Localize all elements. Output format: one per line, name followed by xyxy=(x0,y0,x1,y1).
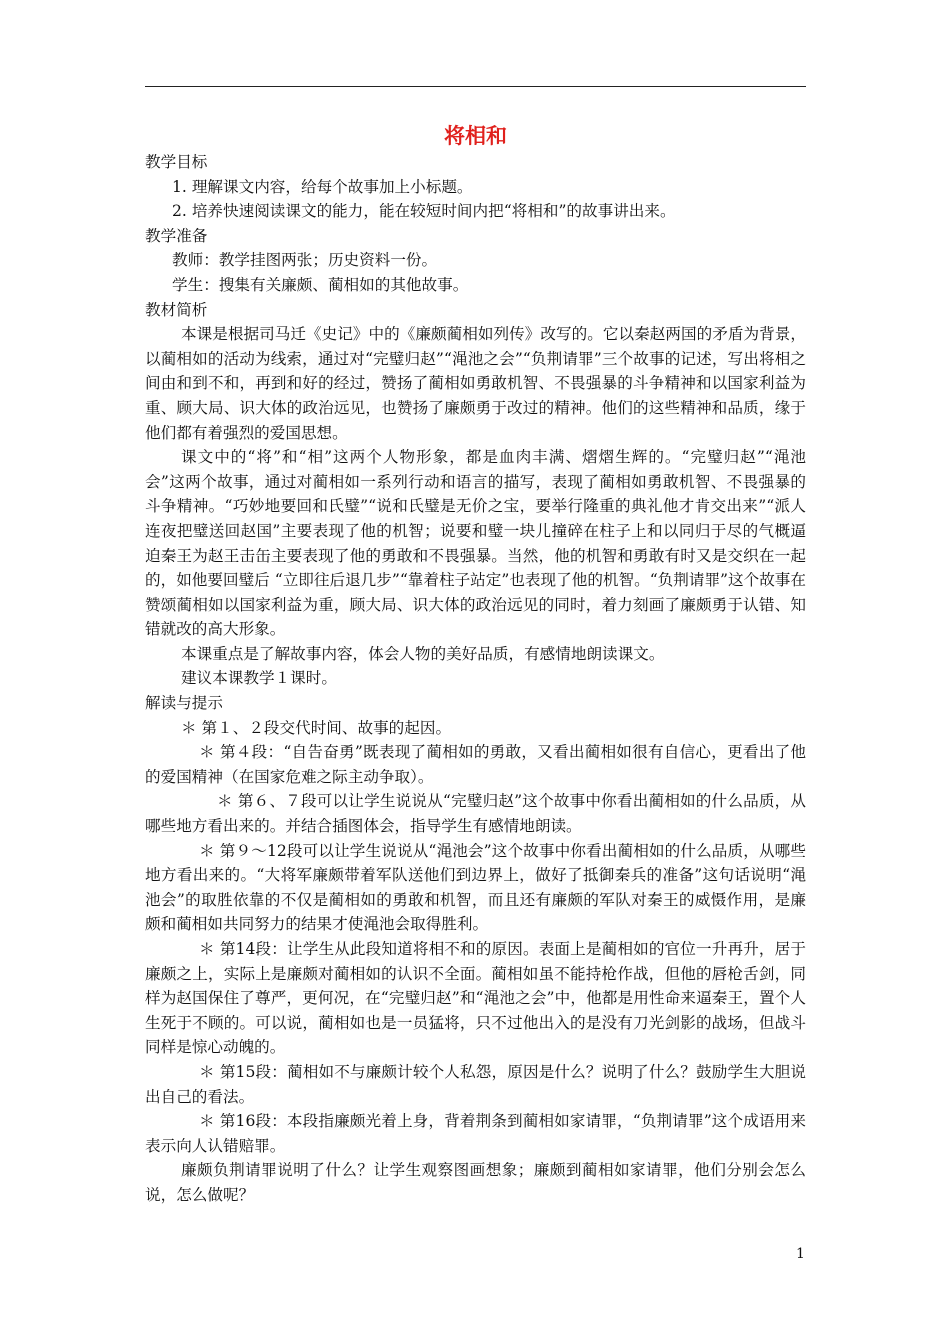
tip-item-5: ＊ 第14段：让学生从此段知道将相不和的原因。表面上是蔺相如的官位一升再升，居于廉颇之上，实际上是廉颇对蔺相如的认识不全面。蔺相如虽不能持枪作战，但他的唇枪舌剑，同样为赵国保住了尊严，更何况，在“完璧归赵”和“渑池之会”中，他都是用性命来逼秦王，置个人生死于不顾的。可以说，蔺相如也是一员猛将，只不过他出入的是没有刀光剑影的战场，但战斗同样是惊心动魄的。 xyxy=(145,940,806,1057)
heading-goals: 教学目标 xyxy=(145,153,208,171)
heading-tips: 解读与提示 xyxy=(145,694,223,713)
tip-item-8: 廉颇负荆请罪说明了什么？让学生观察图画想象；廉颇到蔺相如家请罪，他们分别会怎么说，怎么做呢？ xyxy=(145,1161,806,1204)
analysis-paragraph-3: 本课重点是了解故事内容，体会人物的美好品质，有感情地朗读课文。 xyxy=(181,644,665,663)
analysis-paragraph-2: 课文中的“将”和“相”这两个人物形象，都是血肉丰满、熠熠生辉的。“完璧归赵”“渑池会”这两个故事，通过对蔺相如一系列行动和语言的描写，表现了蔺相如勇敢机智、不畏强暴的斗争精神。“巧妙地要回和氏璧”“说和氏璧是无价之宝，要举行隆重的典礼他才肯交出来”“派人连夜把璧送回赵国”主要表现了他的机智；说要和璧一块儿撞碎在柱子上和以同归于尽的气概逼迫秦王为赵王击缶主要表现了他的勇敢和不畏强暴。当然，他的机智和勇敢有时又是交织在一起的，如他要回璧后 “立即往后退几步”“靠着柱子站定”也表现了他的机智。“负荆请罪”这个故事在赞颂蔺相如以国家利益为重，顾大局、识大体的政治远见的同时，着力刻画了廉颇勇于认错、知错就改的高大形象。 xyxy=(145,448,806,639)
tip-item-1: ＊ 第１、２段交代时间、故事的起因。 xyxy=(181,718,452,737)
tip-item-6: ＊ 第15段：蔺相如不与廉颇计较个人私怨，原因是什么？说明了什么？鼓励学生大胆说出自己的看法。 xyxy=(145,1062,806,1106)
heading-analysis: 教材简析 xyxy=(145,300,208,319)
tip-item-4: ＊ 第９～12段可以让学生说说从“渑池会”这个故事中你看出蔺相如的什么品质，从哪些地方看出来的。“大将军廉颇带着军队送他们到边界上，做好了抵御秦兵的准备”这句话说明“渑池会”的取胜依靠的不仅是蔺相如的勇敢和机智，而且还有廉颇的军队对秦王的威慑作用，是廉颇和蔺相如共同努力的结果才使渑池会取得胜利。 xyxy=(145,841,806,934)
goal-item-1: 1. 理解课文内容，给每个故事加上小标题。 xyxy=(172,177,473,196)
tip-item-3: ＊ 第６、７段可以让学生说说从“完璧归赵”这个故事中你看出蔺相如的什么品质，从哪些地方看出来的。并结合插图体会，指导学生有感情地朗读。 xyxy=(145,792,806,836)
heading-preparation: 教学准备 xyxy=(145,226,208,245)
tip-item-7: ＊ 第16段：本段指廉颇光着上身，背着荆条到蔺相如家请罪，“负荆请罪”这个成语用来表示向人认错赔罪。 xyxy=(145,1112,806,1155)
prep-teacher: 教师：教学挂图两张；历史资料一份。 xyxy=(172,251,438,270)
analysis-paragraph-1: 本课是根据司马迁《史记》中的《廉颇蔺相如列传》改写的。它以秦赵两国的矛盾为背景，以蔺相如的活动为线索，通过对“完璧归赵”“渑池之会”“负荆请罪”三个故事的记述，写出将相之间由和到不和，再到和好的经过，赞扬了蔺相如勇敢机智、不畏强暴的斗争精神和以国家利益为重、顾大局、识大体的政治远见，也赞扬了廉颇勇于改过的精神。他们的这些精神和品质，缘于他们都有着强烈的爱国思想。 xyxy=(145,325,806,442)
header-rule xyxy=(145,86,806,87)
prep-student: 学生：搜集有关廉颇、蔺相如的其他故事。 xyxy=(172,275,469,294)
page-number: 1 xyxy=(796,1246,805,1262)
document-body xyxy=(145,150,806,1208)
document-title: 将相和 xyxy=(444,124,507,148)
analysis-paragraph-4: 建议本课教学１课时。 xyxy=(181,669,337,688)
goal-item-2: 2. 培养快速阅读课文的能力，能在较短时间内把“将相和”的故事讲出来。 xyxy=(172,202,676,221)
tip-item-2: ＊ 第４段：“自告奋勇”既表现了蔺相如的勇敢，又看出蔺相如很有自信心，更看出了他的爱国精神（在国家危难之际主动争取）。 xyxy=(145,743,806,786)
